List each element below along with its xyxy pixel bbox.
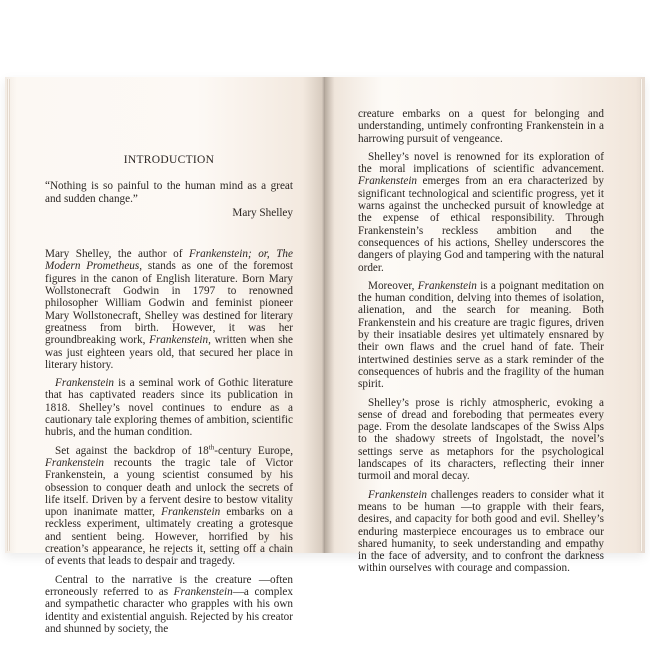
chapter-heading: INTRODUCTION — [123, 154, 215, 166]
left-page — [5, 77, 325, 635]
paragraph: creature embarks on a quest for belonging and understanding, untimely confronting Frankenstein in a harrowing pursuit of vengeance. — [358, 108, 604, 145]
open-book — [5, 77, 645, 635]
page-edges — [7, 79, 10, 551]
paragraph: Mary Shelley, the author of Frankenstein; or, The Modern Prometheus, stands as one of the foremost figures in the canon of English literature. Born Mary Wollstonecraft Godwin in 1797 to renowned philosopher William Godwin and feminist pioneer Mary Wollstonecraft, Shelley was destined for literary greatness from birth. However, it was her groundbreaking work, Frankenstein, written when she was just eighteen years old, that secured her place in literary history. — [45, 248, 293, 371]
paragraph: Moreover, Frankenstein is a poignant meditation on the human condition, delving into themes of isolation, alienation, and the search for meaning. Both Frankenstein and his creature are tragic figures, driven by their insatiable desires yet ultimately ensnared by their own flaws and the cruel hand of fate. Their intertwined destinies serve as a stark reminder of the consequences of hubris and the fragility of the human spirit. — [358, 279, 604, 391]
left-page-text — [45, 154, 293, 641]
right-page-text — [358, 108, 604, 581]
page-edges — [640, 79, 643, 551]
paragraph: Frankenstein is a seminal work of Gothic literature that has captivated readers since its publication in 1818. Shelley’s novel continues to endure as a cautionary tale exploring themes of ambition, scientific hubris, and the human condition. — [45, 377, 293, 439]
epigraph-author: Mary Shelley — [232, 206, 293, 219]
paragraph: Shelley’s novel is renowned for its exploration of the moral implications of scientific advancement. Frankenstein emerges from an era characterized by significant technological and scientific progress, yet it warns against the unchecked pursuit of knowledge at the expense of ethical responsibility. Through Frankenstein’s reckless ambition and the consequences of his actions, Shelley underscores the dangers of playing God and tampering with the natural order. — [358, 150, 604, 274]
epigraph-quote: “Nothing is so painful to the human mind as a great and sudden change.” — [45, 180, 293, 205]
paragraph: Central to the narrative is the creature —often erroneously referred to as Frankenstein—a complex and sympathetic character who grapples with his own identity and existential anguish. Rejected by his creator and shunned by society, the — [45, 573, 293, 635]
paragraph: Set against the backdrop of 18th-century Europe, Frankenstein recounts the tragic tale of Victor Frankenstein, a young scientist consumed by his obsession to conquer death and unlock the secrets of life itself. Driven by a fervent desire to bestow vitality upon inanimate matter, Frankenstein embarks on a reckless experiment, ultimately creating a grotesque and sentient being. However, horrified by his creation’s appearance, he rejects it, setting off a chain of events that leads to despair and tragedy. — [45, 442, 293, 568]
paragraph: Frankenstein challenges readers to consider what it means to be human —to grapple with their fears, desires, and capacity for both good and evil. Shelley’s enduring masterpiece encourages us to embrace our shared humanity, to seek understanding and empathy in the face of adversity, and to confront the darkness within ourselves with courage and compassion. — [358, 488, 604, 575]
right-page — [325, 77, 645, 575]
paragraph: Shelley’s prose is richly atmospheric, evoking a sense of dread and foreboding that permeates every page. From the desolate landscapes of the Swiss Alps to the shadowy streets of Ingolstadt, the novel’s settings serve as metaphors for the psychological landscapes of its characters, reflecting their inner turmoil and moral decay. — [358, 396, 604, 483]
